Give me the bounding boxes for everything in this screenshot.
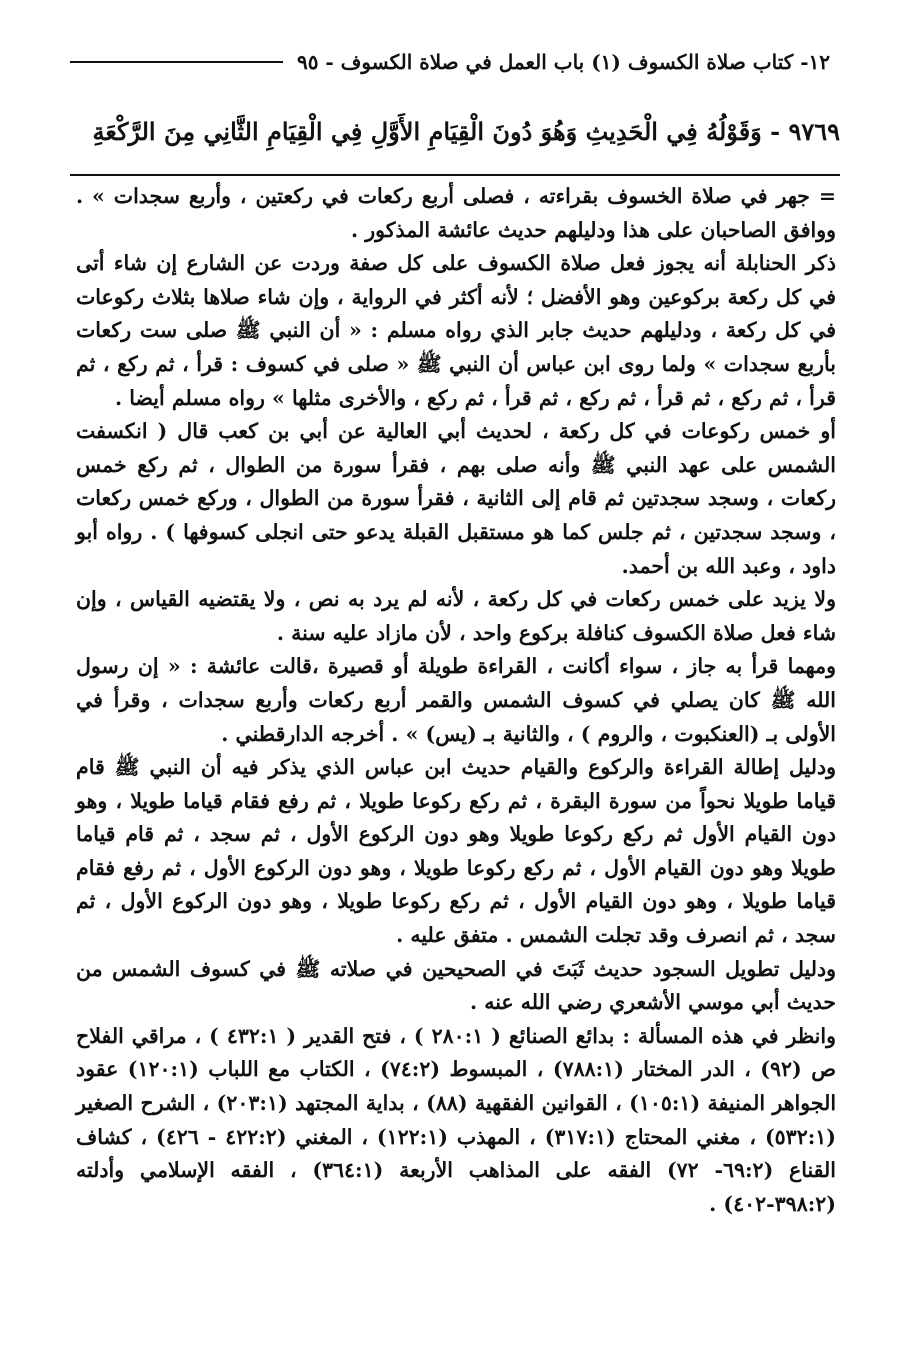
paragraph-five-rukus: أو خمس ركوعات في كل ركعة ، لحديث أبي العالية عن أبي بن كعب قال ( انكسفت الشمس على عهد النبي ﷺ وأنه صلى بهم ، فقرأ سورة من الطوال ، ثم ركع خمس ركعات ، وسجد سجدتين ثم قام إلى الثانية ، فقرأ سورة من الطوال ، وركع خمس ركعات ، وسجد سجدتين ، ثم جلس كما هو مستقبل القبلة يدعو حتى انجلى كسوفها ) . رواه أبو داود ، وعبد الله بن أحمد. [76, 419, 836, 578]
paragraph-sujud: ودليل تطويل السجود حديث ثَبَتَ في الصحيحين في صلاته ﷺ في كسوف الشمس من حديث أبي موسي الأشعري رضي الله عنه . [76, 956, 836, 1015]
hadith-heading: ٩٧٦٩ - وَقَوْلُهُ فِي الْحَدِيثِ وَهُوَ دُونَ الْقِيَامِ الأَوَّلِ فِي الْقِيَامِ الثَّانِي مِنَ الرَّكْعَةِ [92, 117, 840, 146]
paragraph-hanabila: ذكر الحنابلة أنه يجوز فعل صلاة الكسوف على كل صفة وردت عن الشارع إن شاء أتى في كل ركعة بركوعين وهو الأفضل ؛ لأنه أكثر في الرواية ، وإن شاء صلاها بثلاث ركوعات في كل ركعة ، ودليلهم حديث جابر الذي رواه مسلم : « أن النبي ﷺ صلى ست ركعات بأربع سجدات » ولما روى ابن عباس أن النبي ﷺ « صلى في كسوف : قرأ ، ثم ركع ، ثم قرأ ، ثم ركع ، ثم قرأ ، ثم ركع ، ثم قرأ ، ثم ركع ، والأخرى مثلها » رواه مسلم أيضا . [76, 251, 836, 410]
running-header [70, 42, 830, 82]
commentary-body [76, 180, 836, 1221]
paragraph-continuation: = جهر في صلاة الخسوف بقراءته ، فصلى أربع ركعات في ركعتين ، وأربع سجدات » . ووافق الصاحبان على هذا ودليلهم حديث عائشة المذكور . [76, 184, 836, 242]
paragraph-recitation: ومهما قرأ به جاز ، سواء أكانت ، القراءة طويلة أو قصيرة ،قالت عائشة : « إن رسول الله ﷺ كان يصلي في كسوف الشمس والقمر أربع ركعات وأربع سجدات ، وقرأ في الأولى بـ (العنكبوت ، والروم ) ، والثانية بـ (يس) » . أخرجه الدارقطني . [76, 654, 836, 746]
header-rule [70, 61, 283, 63]
section-divider [70, 174, 840, 176]
paragraph-limit: ولا يزيد على خمس ركعات في كل ركعة ، لأنه لم يرد به نص ، ولا يقتضيه القياس ، وإن شاء فعل صلاة الكسوف كنافلة بركوع واحد ، لأن مازاد عليه سنة . [76, 587, 836, 645]
paragraph-prolonging: ودليل إطالة القراءة والركوع والقيام حديث ابن عباس الذي يذكر فيه أن النبي ﷺ قام قياما طويلا نحواً من سورة البقرة ، ثم ركع ركوعا طويلا ، ثم رفع فقام قياما طويلا ، وهو دون القيام الأول ثم ركع ركوعا طويلا وهو دون الركوع الأول ، ثم سجد ، ثم قام قياما طويلا وهو دون القيام الأول ، ثم ركع ركوعا طويلا ، وهو دون الركوع الأول ، ثم رفع فقام قياما طويلا ، وهو دون القيام الأول ، ثم ركع ركوعا طويلا ، وهو دون الركوع الأول ، ثم سجد ، ثم انصرف وقد تجلت الشمس . متفق عليه . [76, 755, 836, 948]
running-title: ١٢- كتاب صلاة الكسوف (١) باب العمل في صلاة الكسوف - ٩٥ [296, 50, 830, 74]
paragraph-references: وانظر في هذه المسألة : بدائع الصنائع ( ٢٨٠:١ ) ، فتح القدير ( ٤٣٢:١ ) ، مراقي الفلاح ص (٩٢) ، الدر المختار (٧٨٨:١) ، المبسوط (٧٤:٢) ، الكتاب مع اللباب (١٢٠:١) عقود الجواهر المنيفة (١٠٥:١) ، القوانين الفقهية (٨٨) ، بداية المجتهد (٢٠٣:١) ، الشرح الصغير (٥٣٢:١) ، مغني المحتاج (٣١٧:١) ، المهذب (١٢٢:١) ، المغني (٤٢٢:٢ - ٤٢٦) ، كشاف القناع (٦٩:٢- ٧٢) الفقه على المذاهب الأربعة (٣٦٤:١) ، الفقه الإسلامي وأدلته (٣٩٨:٢-٤٠٢) . [76, 1023, 837, 1216]
